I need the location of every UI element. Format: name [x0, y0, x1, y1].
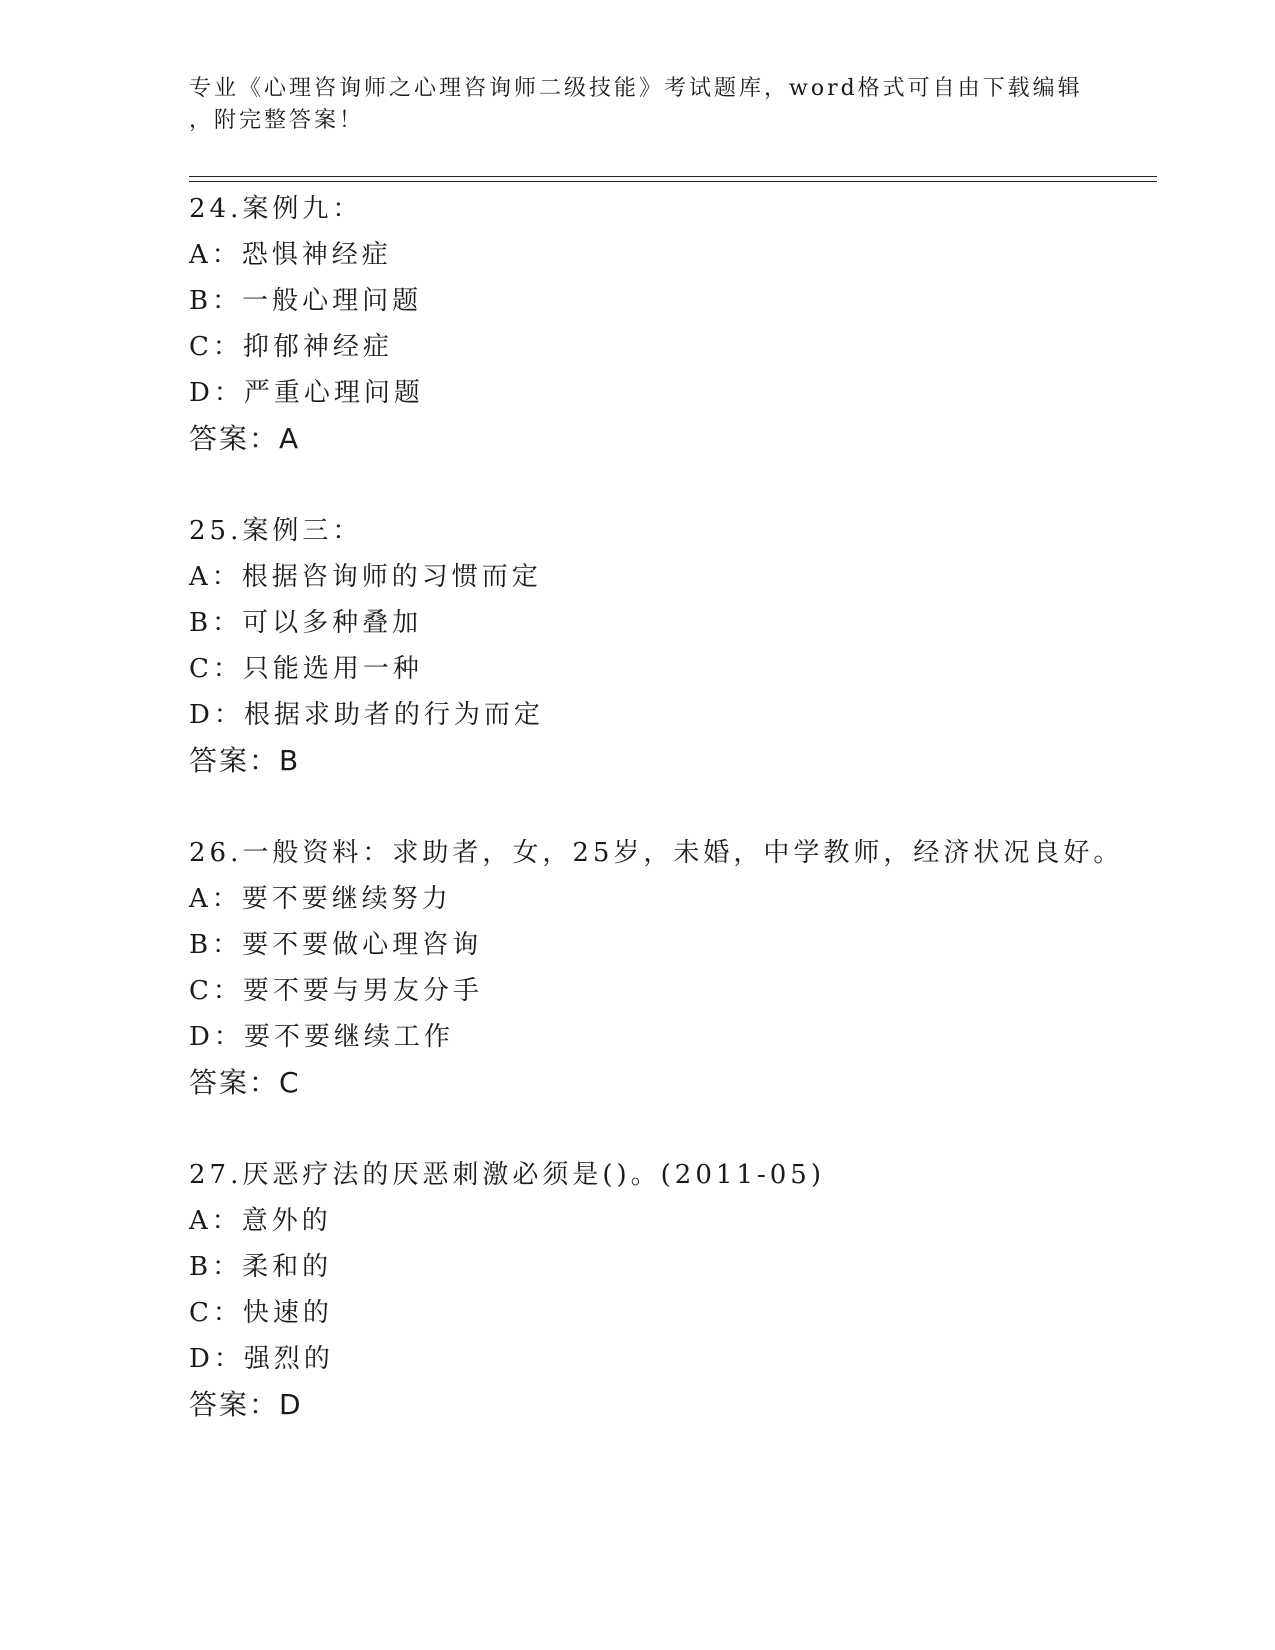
option-a: A：根据咨询师的习惯而定 — [189, 562, 542, 592]
option-b: B：可以多种叠加 — [189, 608, 423, 638]
option-d: D：强烈的 — [189, 1344, 334, 1374]
question-stem: 27.厌恶疗法的厌恶刺激必须是()。(2011-05) — [189, 1160, 825, 1190]
question-27 — [189, 1152, 1159, 1428]
question-stem: 26.一般资料：求助者，女，25岁，未婚，中学教师，经济状况良好。 — [189, 838, 1124, 868]
document-header-line-2: ，附完整答案！ — [189, 108, 365, 133]
option-b: B：柔和的 — [189, 1252, 333, 1282]
answer: 答案：B — [189, 744, 301, 777]
option-c: C：要不要与男友分手 — [189, 976, 483, 1006]
question-stem: 24.案例九： — [189, 194, 363, 224]
question-24 — [189, 186, 1159, 462]
answer: 答案：C — [189, 1066, 301, 1099]
option-a: A：恐惧神经症 — [189, 240, 392, 270]
option-b: B：要不要做心理咨询 — [189, 930, 483, 960]
option-d: D：根据求助者的行为而定 — [189, 700, 544, 730]
question-stem: 25.案例三： — [189, 516, 363, 546]
option-c: C：快速的 — [189, 1298, 333, 1328]
header-rule-top — [189, 176, 1157, 177]
question-25 — [189, 508, 1159, 784]
option-a: A：要不要继续努力 — [189, 884, 452, 914]
option-b: B：一般心理问题 — [189, 286, 423, 316]
question-26 — [189, 830, 1159, 1106]
header-rule-bottom — [189, 181, 1157, 182]
option-a: A：意外的 — [189, 1206, 332, 1236]
option-d: D：要不要继续工作 — [189, 1022, 454, 1052]
option-d: D：严重心理问题 — [189, 378, 424, 408]
answer: 答案：D — [189, 1388, 303, 1421]
option-c: C：抑郁神经症 — [189, 332, 393, 362]
answer: 答案：A — [189, 422, 301, 455]
document-header-line-1: 专业《心理咨询师之心理咨询师二级技能》考试题库，word格式可自由下载编辑 — [189, 76, 1083, 101]
option-c: C：只能选用一种 — [189, 654, 423, 684]
